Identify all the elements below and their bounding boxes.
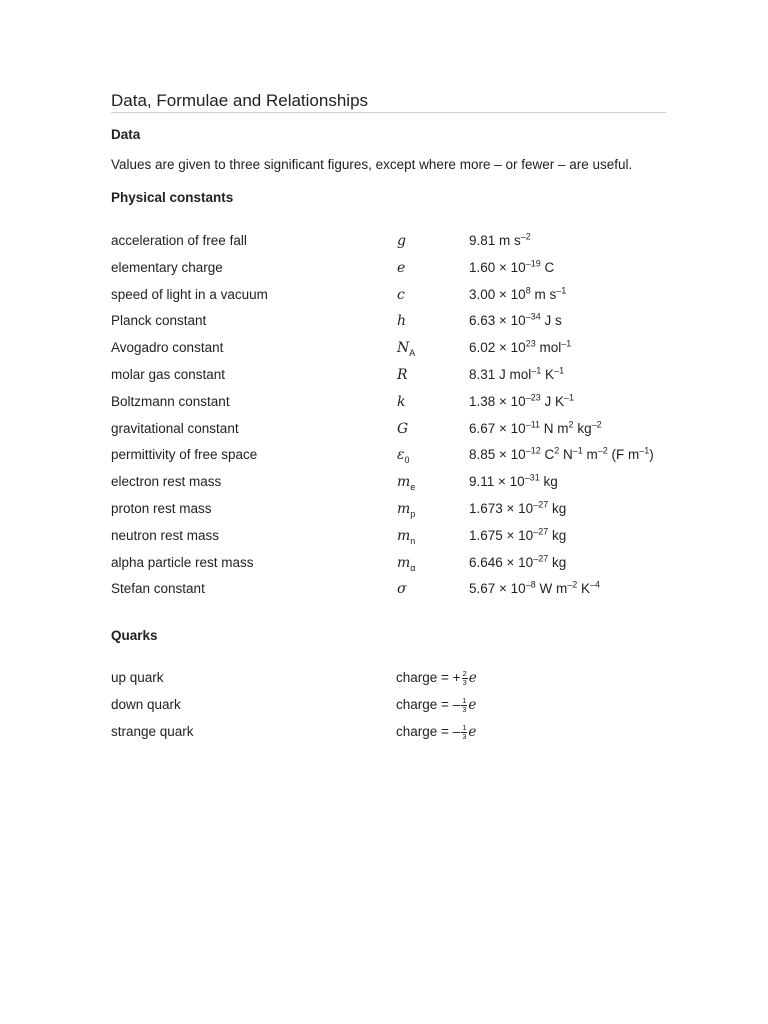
symbol-letter: N <box>397 340 410 357</box>
value-unit: J s <box>540 313 562 329</box>
constant-name: Boltzmann constant <box>111 393 230 409</box>
constant-row <box>111 447 671 474</box>
charge-fraction <box>462 670 468 686</box>
value-exponent: –27 <box>533 553 549 564</box>
quark-charge <box>396 724 476 740</box>
constant-symbol <box>397 474 415 490</box>
constant-symbol <box>397 421 408 437</box>
constant-value <box>469 421 602 436</box>
value-unit: K <box>577 581 590 597</box>
constant-name: molar gas constant <box>111 366 226 382</box>
constant-name: neutron rest mass <box>111 527 220 543</box>
value-exponent: –23 <box>525 392 541 403</box>
symbol-letter: e <box>397 259 406 276</box>
constant-row <box>111 421 671 448</box>
value-unit: J K <box>540 393 564 409</box>
value-unit-exponent: –2 <box>591 419 602 430</box>
value-unit: W m <box>535 581 568 597</box>
value-unit: (F m <box>607 447 640 463</box>
charge-sign: – <box>452 724 461 739</box>
symbol-letter: g <box>397 233 406 249</box>
value-mantissa: 6.63 × 10 <box>469 313 526 329</box>
fraction-numerator: 1 <box>462 696 467 706</box>
symbol-subscript: p <box>410 508 416 519</box>
fraction-denominator: 3 <box>462 704 467 714</box>
constant-name: acceleration of free fall <box>111 233 247 248</box>
constant-symbol <box>397 313 406 329</box>
symbol-subscript: α <box>410 562 416 573</box>
value-unit: ) <box>649 447 654 463</box>
value-unit-exponent: –1 <box>554 365 565 376</box>
value-mantissa: 5.67 × 10 <box>469 581 526 597</box>
constant-symbol <box>397 367 408 383</box>
constant-row <box>111 555 671 582</box>
value-unit: kg <box>539 474 558 490</box>
quark-name: up quark <box>111 670 164 685</box>
page-title: Data, Formulae and Relationships <box>111 91 369 110</box>
quark-name: strange quark <box>111 724 194 739</box>
value-exponent: 8 <box>525 285 531 296</box>
value-exponent: –2 <box>520 231 531 242</box>
constant-symbol <box>397 340 415 356</box>
constant-row <box>111 313 671 340</box>
value-mantissa: 1.60 × 10 <box>469 259 526 275</box>
constant-symbol <box>397 287 405 303</box>
value-unit-exponent: –2 <box>567 579 578 590</box>
value-mantissa: 1.38 × 10 <box>469 393 526 409</box>
quark-name: down quark <box>111 697 181 712</box>
constant-row <box>111 528 671 555</box>
constant-name: Stefan constant <box>111 581 205 597</box>
charge-unit: e <box>468 724 477 740</box>
intro-text: Values are given to three significant figures, except where more – or fewer – are useful. <box>111 157 633 172</box>
value-unit: m s <box>530 286 557 302</box>
quark-row <box>111 697 671 724</box>
fraction-denominator: 3 <box>462 677 467 687</box>
constant-row <box>111 367 671 394</box>
value-unit: K <box>541 366 555 382</box>
constant-value <box>469 367 564 382</box>
symbol-letter: c <box>397 286 405 303</box>
symbol-letter: k <box>397 393 406 410</box>
value-exponent: –11 <box>525 419 541 430</box>
value-unit-exponent: –1 <box>561 338 572 349</box>
constant-row <box>111 581 671 608</box>
constant-symbol <box>397 260 405 276</box>
value-mantissa: 9.81 m s <box>469 233 521 248</box>
fraction-numerator: 1 <box>462 723 467 733</box>
value-unit-exponent: –2 <box>597 445 608 456</box>
constant-name: alpha particle rest mass <box>111 554 254 570</box>
symbol-letter: m <box>397 500 411 517</box>
value-unit-exponent: –1 <box>639 445 650 456</box>
symbol-letter: m <box>397 554 411 571</box>
constant-row <box>111 501 671 528</box>
constant-symbol <box>397 394 405 410</box>
value-mantissa: 1.675 × 10 <box>469 527 534 543</box>
fraction-numerator: 2 <box>462 669 467 679</box>
constant-symbol <box>397 555 415 571</box>
charge-unit: e <box>468 697 477 713</box>
value-exponent: –27 <box>533 499 549 510</box>
value-mantissa: 1.673 × 10 <box>469 500 534 516</box>
value-mantissa: 8.31 J mol <box>469 366 532 382</box>
quarks-heading: Quarks <box>111 628 158 643</box>
value-unit: C <box>540 447 555 463</box>
constant-value <box>469 447 654 462</box>
value-exponent: 23 <box>525 338 536 349</box>
constant-value <box>469 233 531 248</box>
constant-row <box>111 233 671 260</box>
value-unit: mol <box>535 340 562 356</box>
constant-name: electron rest mass <box>111 474 222 490</box>
symbol-letter: ε <box>397 447 405 464</box>
data-heading: Data <box>111 127 141 142</box>
constant-name: gravitational constant <box>111 420 239 436</box>
symbol-letter: h <box>397 313 407 330</box>
constant-name: permittivity of free space <box>111 447 258 463</box>
constant-name: speed of light in a vacuum <box>111 286 268 302</box>
value-mantissa: 6.646 × 10 <box>469 554 534 570</box>
value-unit: kg <box>548 500 567 516</box>
constant-symbol <box>397 447 410 466</box>
value-unit: N <box>559 447 573 463</box>
constant-value <box>469 555 566 570</box>
symbol-letter: m <box>397 527 411 544</box>
symbol-letter: σ <box>397 581 407 598</box>
charge-label: charge = <box>396 697 453 712</box>
value-mantissa: 3.00 × 10 <box>469 286 526 302</box>
constant-value <box>469 581 600 596</box>
symbol-subscript: A <box>409 347 416 358</box>
constant-value <box>469 474 558 489</box>
constant-row <box>111 287 671 314</box>
symbol-letter: R <box>397 366 408 383</box>
value-exponent: –1 <box>531 365 542 376</box>
constant-value <box>469 501 566 516</box>
value-unit-exponent: –1 <box>563 392 574 403</box>
title-divider <box>111 112 666 113</box>
value-exponent: –31 <box>524 472 540 483</box>
value-exponent: –8 <box>525 579 536 590</box>
value-mantissa: 9.11 × 10 <box>469 474 525 490</box>
value-exponent: –12 <box>525 445 541 456</box>
symbol-subscript: e <box>410 481 416 492</box>
constant-value <box>469 287 566 302</box>
value-unit: N m <box>540 420 569 436</box>
charge-sign: + <box>452 670 461 685</box>
constant-value <box>469 313 562 328</box>
value-unit-exponent: 2 <box>568 419 574 430</box>
constant-name: elementary charge <box>111 259 223 275</box>
value-exponent: –34 <box>525 311 541 322</box>
constant-row <box>111 394 671 421</box>
constant-row <box>111 474 671 501</box>
charge-label: charge = <box>396 670 453 685</box>
symbol-letter: G <box>397 420 409 437</box>
constant-value <box>469 394 574 409</box>
constant-symbol <box>397 501 415 517</box>
constant-value <box>469 528 566 543</box>
value-unit: m <box>582 447 598 463</box>
value-unit-exponent: –1 <box>556 285 567 296</box>
value-mantissa: 8.85 × 10 <box>469 447 526 463</box>
value-unit: kg <box>573 420 592 436</box>
symbol-subscript: n <box>410 535 416 546</box>
fraction-denominator: 3 <box>462 731 467 741</box>
charge-sign: – <box>452 697 461 712</box>
constant-row <box>111 260 671 287</box>
value-exponent: –19 <box>525 258 541 269</box>
charge-unit: e <box>468 670 477 686</box>
value-unit-exponent: –1 <box>572 445 583 456</box>
value-unit: C <box>540 259 555 275</box>
constant-row <box>111 340 671 367</box>
value-mantissa: 6.67 × 10 <box>469 420 526 436</box>
charge-fraction <box>461 697 467 713</box>
constant-name: proton rest mass <box>111 500 212 516</box>
value-unit-exponent: 2 <box>554 445 560 456</box>
value-unit: kg <box>548 554 567 570</box>
charge-label: charge = <box>396 724 453 739</box>
value-unit-exponent: –4 <box>589 579 600 590</box>
constant-name: Planck constant <box>111 313 207 329</box>
quark-charge <box>396 670 477 686</box>
value-unit: kg <box>548 527 567 543</box>
constant-name: Avogadro constant <box>111 340 224 356</box>
constant-value <box>469 260 554 275</box>
constant-symbol <box>397 233 406 249</box>
symbol-letter: m <box>397 474 411 491</box>
quarks-table <box>111 670 671 751</box>
constant-symbol <box>397 528 415 544</box>
quark-row <box>111 670 671 697</box>
symbol-subscript: 0 <box>404 455 410 466</box>
value-mantissa: 6.02 × 10 <box>469 340 526 356</box>
constant-symbol <box>397 581 407 597</box>
quark-charge <box>396 697 476 713</box>
constants-heading: Physical constants <box>111 190 234 205</box>
value-exponent: –27 <box>533 526 549 537</box>
charge-fraction <box>461 724 467 740</box>
constants-table <box>111 233 671 608</box>
constant-value <box>469 340 571 355</box>
quark-row <box>111 724 671 751</box>
